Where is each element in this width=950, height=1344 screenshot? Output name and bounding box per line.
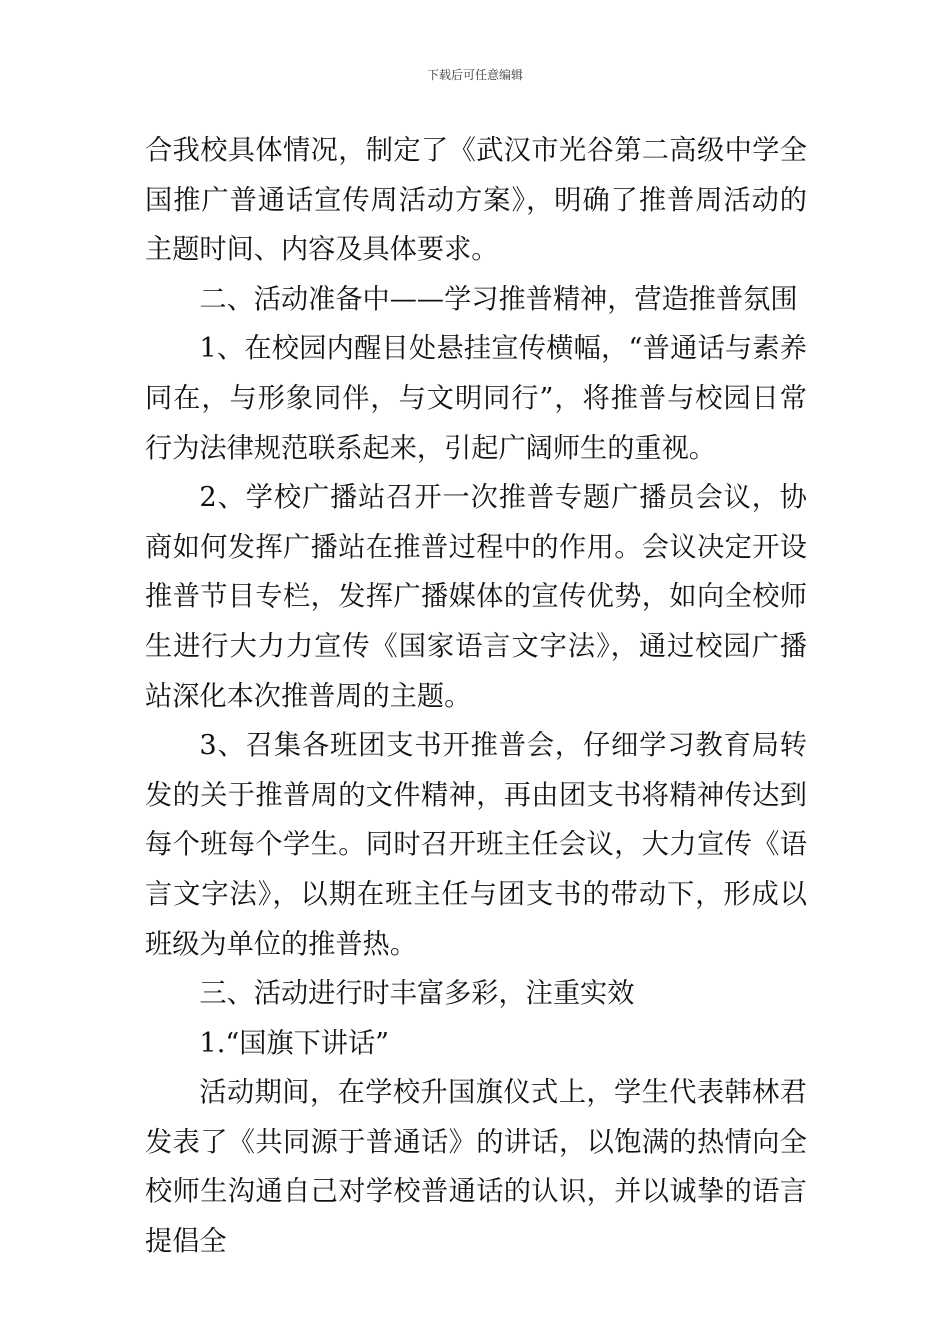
document-body: [145, 126, 807, 1267]
subheading-flag-speech: 1.“国旗下讲话”: [199, 1027, 390, 1059]
paragraph-flag-speech: 活动期间，在学校升国旗仪式上，学生代表韩林君发表了《共同源于普通话》的讲话，以饱满的热情向全校师生沟通自己对学校普通话的认识，并以诚挚的语言提倡全: [145, 1077, 807, 1258]
paragraph-item-2: 2、学校广播站召开一次推普专题广播员会议，协商如何发挥广播站在推普过程中的作用。会议决定开设推普节目专栏，发挥广播媒体的宣传优势，如向全校师生进行大力力宣传《国家语言文字法》，通过校园广播站深化本次推普周的主题。: [145, 482, 807, 712]
section-heading-3: 三、活动进行时丰富多彩，注重实效: [199, 978, 635, 1010]
section-heading-2: 二、活动准备中——学习推普精神，营造推普氛围: [199, 283, 798, 315]
paragraph-item-1: 1、在校园内醒目处悬挂宣传横幅，“普通话与素养同在，与形象同伴，与文明同行”，将推普与校园日常行为法律规范联系起来，引起广阔师生的重视。: [145, 333, 807, 464]
paragraph-item-3: 3、召集各班团支书开推普会，仔细学习教育局转发的关于推普周的文件精神，再由团支书将精神传达到每个班每个学生。同时召开班主任会议，大力宣传《语言文字法》，以期在班主任与团支书的带动下，形成以班级为单位的推普热。: [145, 730, 807, 960]
page-header-note: 下载后可任意编辑: [426, 68, 523, 82]
paragraph-intro: 合我校具体情况，制定了《武汉市光谷第二高级中学全国推广普通话宣传周活动方案》，明确了推普周活动的主题时间、内容及具体要求。: [145, 135, 807, 266]
